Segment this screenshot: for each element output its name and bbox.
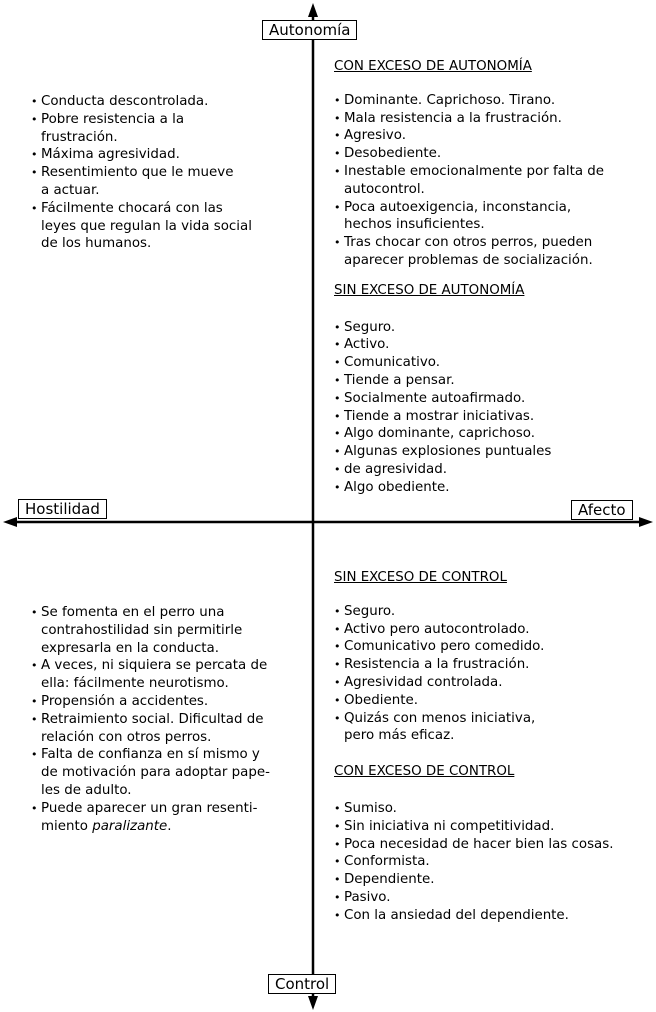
bottom-left-list [31, 604, 303, 835]
list-item: • Poca autoexigencia, inconstancia, hechos insuficientes. [334, 199, 649, 235]
axis-label-hostilidad: Hostilidad [18, 499, 107, 519]
list-item: • Algo obediente. [334, 479, 649, 497]
axis-label-afecto: Afecto [571, 500, 633, 520]
list-item: • Desobediente. [334, 145, 649, 163]
heading-sin-exceso-control: SIN EXCESO DE CONTROL [334, 570, 507, 585]
con-exceso-control-list [334, 800, 649, 925]
list-item: • Retraimiento social. Dificultad de relación con otros perros. [31, 711, 303, 747]
list-item: • Máxima agresividad. [31, 146, 301, 164]
list-item: • Algo dominante, caprichoso. [334, 425, 649, 443]
list-item: • Sumiso. [334, 800, 649, 818]
list-item: • Socialmente autoafirmado. [334, 390, 649, 408]
list-item: • Inestable emocionalmente por falta de autocontrol. [334, 163, 649, 199]
list-item: • Seguro. [334, 603, 649, 621]
list-item: • Resentimiento que le mueve a actuar. [31, 164, 301, 200]
heading-sin-exceso-autonomia: SIN EXCESO DE AUTONOMÍA [334, 282, 525, 298]
list-item: • Resistencia a la frustración. [334, 656, 649, 674]
sin-exceso-control-list [334, 603, 649, 745]
list-item: • Fácilmente chocará con las leyes que regulan la vida social de los humanos. [31, 200, 301, 253]
list-item: • Poca necesidad de hacer bien las cosas. [334, 836, 649, 854]
vertical-axis-top-arrow [308, 3, 318, 17]
list-item: • Activo pero autocontrolado. [334, 621, 649, 639]
heading-con-exceso-autonomia: CON EXCESO DE AUTONOMÍA [334, 59, 532, 74]
list-item: • Agresivo. [334, 127, 649, 145]
list-item: • Obediente. [334, 692, 649, 710]
list-item: • Pasivo. [334, 889, 649, 907]
axis-label-autonomia: Autonomía [262, 20, 357, 40]
quadrant-bottom-right [334, 569, 649, 925]
quadrant-top-right [334, 58, 649, 497]
horizontal-axis-left-arrow [3, 517, 17, 527]
list-item: • Activo. [334, 336, 649, 354]
quadrant-bottom-left [31, 604, 303, 835]
list-item: • Dominante. Caprichoso. Tirano. [334, 92, 649, 110]
list-item: • Falta de confianza en sí mismo y de motivación para adoptar pape- les de adulto. [31, 746, 303, 799]
last-item-suffix: . [167, 818, 172, 834]
quadrant-top-left [31, 93, 301, 253]
list-item: • Conducta descontrolada. [31, 93, 301, 111]
vertical-axis-bottom-arrow [308, 996, 318, 1010]
list-item: • Algunas explosiones puntuales [334, 443, 649, 461]
horizontal-axis-right-arrow [639, 517, 653, 527]
list-item: • Tiende a mostrar iniciativas. [334, 408, 649, 426]
list-item: • Se fomenta en el perro una contrahostilidad sin permitirle expresarla en la conducta. [31, 604, 303, 657]
list-item: • de agresividad. [334, 461, 649, 479]
last-item-text: Puede aparecer un gran resenti- miento [41, 800, 258, 834]
list-item: • Sin iniciativa ni competitividad. [334, 818, 649, 836]
list-item [31, 800, 303, 836]
list-item: • Quizás con menos iniciativa, pero más eficaz. [334, 710, 649, 746]
list-item: • Con la ansiedad del dependiente. [334, 907, 649, 925]
last-item-emphasis: paralizante [92, 818, 168, 834]
list-item: • Comunicativo. [334, 354, 649, 372]
list-item: • Conformista. [334, 853, 649, 871]
list-item: • A veces, ni siquiera se percata de ella: fácilmente neurotismo. [31, 657, 303, 693]
list-item: • Tras chocar con otros perros, pueden aparecer problemas de socialización. [334, 234, 649, 270]
list-item: • Comunicativo pero comedido. [334, 638, 649, 656]
list-item: • Mala resistencia a la frustración. [334, 110, 649, 128]
list-item: • Agresividad controlada. [334, 674, 649, 692]
sin-exceso-autonomia-list [334, 319, 649, 497]
list-item: • Pobre resistencia a la frustración. [31, 111, 301, 147]
con-exceso-autonomia-list [334, 92, 649, 270]
list-item: • Tiende a pensar. [334, 372, 649, 390]
heading-con-exceso-control: CON EXCESO DE CONTROL [334, 764, 515, 780]
list-item: • Dependiente. [334, 871, 649, 889]
top-left-list [31, 93, 301, 253]
axis-label-control: Control [268, 974, 336, 994]
list-item: • Propensión a accidentes. [31, 693, 303, 711]
list-item: • Seguro. [334, 319, 649, 337]
